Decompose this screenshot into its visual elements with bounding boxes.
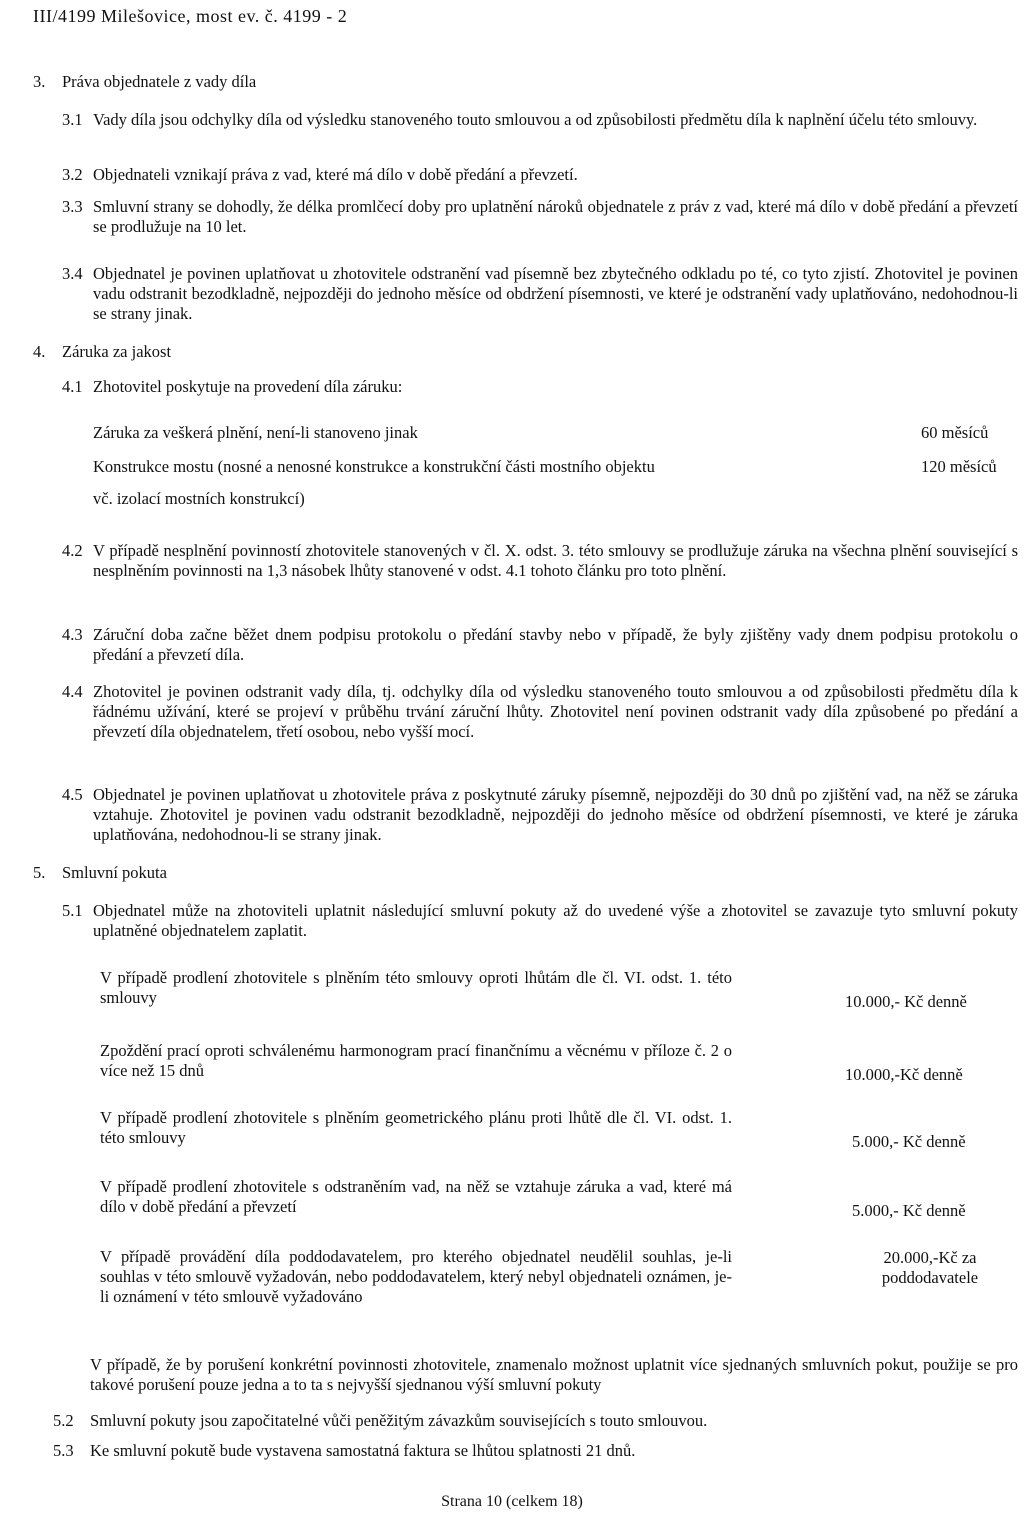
clause-text: Objednatel může na zhotoviteli uplatnit následující smluvní pokuty až do uvedené výše a zhotovitel se zavazuje tyto smluvní pokuty uplatněné objednatelem zaplatit.: [93, 901, 1018, 940]
penalty-amount: 10.000,- Kč denně: [845, 992, 967, 1011]
penalty-amount: 10.000,-Kč denně: [845, 1065, 963, 1084]
clause-number: 3.2: [62, 165, 83, 184]
warranty-label: Záruka za veškerá plnění, není-li stanoveno jinak: [93, 423, 418, 442]
clause-text: Zhotovitel poskytuje na provedení díla záruku:: [93, 377, 403, 396]
clause-number: 4.3: [62, 625, 83, 644]
clause-number: 4.1: [62, 377, 83, 396]
warranty-value: 60 měsíců: [921, 423, 989, 442]
warranty-value: 120 měsíců: [921, 457, 997, 476]
clause-number: 4.4: [62, 682, 83, 701]
penalty-description: V případě provádění díla poddodavatelem, pro kterého objednatel neudělil souhlas, je-li souhlas v této smlouvě vyžadován, nebo poddodavatelem, který nebyl objednateli oznámen, je-li oznámení v této smlouvě vyžadováno: [100, 1247, 732, 1306]
penalty-description: V případě prodlení zhotovitele s odstraněním vad, na něž se vztahuje záruka a vad, které má dílo v době předání a převzetí: [100, 1177, 732, 1216]
clause-number: 4.2: [62, 541, 83, 560]
penalty-description: V případě prodlení zhotovitele s plněním této smlouvy oproti lhůtám dle čl. VI. odst. 1. této smlouvy: [100, 968, 732, 1007]
penalty-amount: 20.000,-Kč za poddodavatele: [881, 1248, 979, 1287]
clause-text: Objednatel je povinen uplatňovat u zhotovitele odstranění vad písemně bez zbytečného odkladu po té, co tyto zjistí. Zhotovitel je povinen vadu odstranit bezodkladně, nejpozději do jednoho měsíce od obdržení písemnosti, ve které je odstranění vady uplatňováno, nedohodnou-li se strany jinak.: [93, 264, 1018, 323]
penalty-description: Zpoždění prací oproti schválenému harmonogram prací finančnímu a věcnému v příloze č. 2 o více než 15 dnů: [100, 1041, 732, 1080]
clause-text: Smluvní strany se dohodly, že délka promlčecí doby pro uplatnění nároků objednatele z práv z vad, které má dílo v době předání a převzetí se prodlužuje na 10 let.: [93, 197, 1018, 236]
clause-number: 4.5: [62, 785, 83, 804]
clause-number: 5.3: [53, 1441, 74, 1460]
clause-text: Smluvní pokuty jsou započitatelné vůči peněžitým závazkům souvisejících s touto smlouvou.: [90, 1411, 708, 1430]
section-number: 5.: [33, 863, 46, 882]
clause-number: 5.2: [53, 1411, 74, 1430]
penalty-amount: 5.000,- Kč denně: [852, 1132, 966, 1151]
penalty-description: V případě prodlení zhotovitele s plněním geometrického plánu proti lhůtě dle čl. VI. odst. 1. této smlouvy: [100, 1108, 732, 1147]
clause-text: Záruční doba začne běžet dnem podpisu protokolu o předání stavby nebo v případě, že byly zjištěny vady dnem podpisu protokolu o předání a převzetí díla.: [93, 625, 1018, 664]
clause-number: 3.1: [62, 110, 83, 129]
warranty-label: Konstrukce mostu (nosné a nenosné konstrukce a konstrukční části mostního objektu: [93, 457, 655, 476]
section-title: Smluvní pokuta: [62, 863, 167, 882]
section-title: Záruka za jakost: [62, 342, 172, 361]
warranty-label: vč. izolací mostních konstrukcí): [93, 489, 305, 508]
clause-text: Objednateli vznikají práva z vad, které má dílo v době předání a převzetí.: [93, 165, 578, 184]
clause-number: 3.3: [62, 197, 83, 216]
clause-number: 3.4: [62, 264, 83, 283]
clause-text: Ke smluvní pokutě bude vystavena samostatná faktura se lhůtou splatnosti 21 dnů.: [90, 1441, 636, 1460]
clause-text: Vady díla jsou odchylky díla od výsledku stanoveného touto smlouvou a od způsobilosti předmětu díla k naplnění účelu této smlouvy.: [93, 110, 978, 129]
penalty-amount: 5.000,- Kč denně: [852, 1201, 966, 1220]
document-header: III/4199 Milešovice, most ev. č. 4199 - 2: [33, 6, 348, 26]
clause-text: V případě nesplnění povinností zhotovitele stanovených v čl. X. odst. 3. této smlouvy se prodlužuje záruka na všechna plnění související s nesplněním povinnosti na 1,3 násobek lhůty stanovené v odst. 4.1 tohoto článku pro toto plnění.: [93, 541, 1018, 580]
section-title: Práva objednatele z vady díla: [62, 72, 257, 91]
clause-text: Zhotovitel je povinen odstranit vady díla, tj. odchylky díla od výsledku stanoveného touto smlouvou a od způsobilosti předmětu díla k řádnému užívání, které se projeví v průběhu trvání záruční lhůty. Zhotovitel není povinen odstranit vady díla způsobené po předání a převzetí díla objednatelem, třetí osobou, nebo vyšší mocí.: [93, 682, 1018, 741]
page-footer: Strana 10 (celkem 18): [441, 1493, 583, 1510]
section-number: 4.: [33, 342, 46, 361]
section-number: 3.: [33, 72, 46, 91]
clause-number: 5.1: [62, 901, 83, 920]
penalty-note: V případě, že by porušení konkrétní povinnosti zhotovitele, znamenalo možnost uplatnit více sjednaných smluvních pokut, použije se pro takové porušení pouze jedna a to ta s nejvyšší sjednanou výší smluvní pokuty: [90, 1355, 1018, 1394]
clause-text: Objednatel je povinen uplatňovat u zhotovitele práva z poskytnuté záruky písemně, nejpozději do 30 dnů po zjištění vad, na něž se záruka vztahuje. Zhotovitel je povinen vadu odstranit bezodkladně, nejpozději do jednoho měsíce od obdržení písemnosti, ve které je záruka uplatňována, nedohodnou-li se strany jinak.: [93, 785, 1018, 844]
